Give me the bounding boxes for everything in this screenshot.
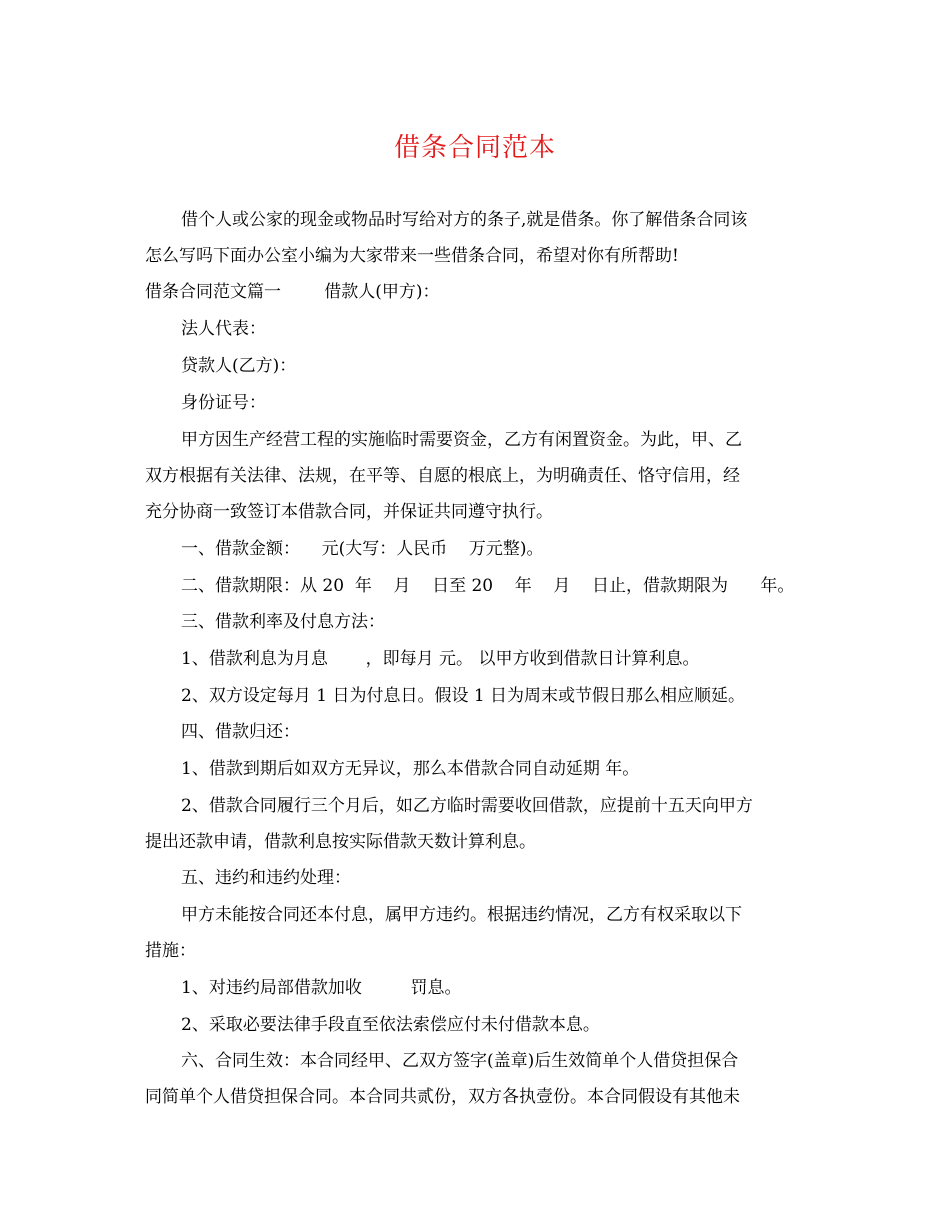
paragraph-line: 充分协商一致签订本借款合同，并保证共同遵守执行。: [145, 502, 553, 522]
paragraph-line: 五、违约和违约处理：: [181, 868, 351, 888]
paragraph-line: 六、合同生效：本合同经甲、乙双方签字(盖章)后生效简单个人借贷担保合: [181, 1051, 739, 1071]
paragraph-line: 甲方未能按合同还本付息，属甲方违约。根据违约情况，乙方有权采取以下: [181, 905, 742, 925]
paragraph-line: 二、借款期限：从 20 年 月 日至 20 年 月 日止，借款期限为 年。: [181, 576, 795, 596]
paragraph-line: 借条合同范文篇一 借款人(甲方)：: [145, 282, 440, 302]
paragraph-line: 同简单个人借贷担保合同。本合同共贰份，双方各执壹份。本合同假设有其他未: [145, 1087, 740, 1107]
paragraph-line: 1、对违约局部借款加收 罚息。: [181, 978, 462, 998]
paragraph-line: 一、借款金额： 元(大写：人民币 万元整)。: [181, 539, 544, 559]
paragraph-line: 2、双方设定每月 1 日为付息日。假设 1 日为周末或节假日那么相应顺延。: [181, 686, 746, 706]
paragraph-line: 提出还款申请，借款利息按实际借款天数计算利息。: [145, 832, 536, 852]
paragraph-line: 借个人或公家的现金或物品时写给对方的条子,就是借条。你了解借条合同该: [181, 210, 748, 230]
paragraph-line: 1、借款到期后如双方无异议，那么本借款合同自动延期 年。: [181, 759, 640, 779]
paragraph-line: 四、借款归还：: [181, 722, 300, 742]
paragraph-line: 身份证号：: [181, 393, 266, 413]
paragraph-line: 2、采取必要法律手段直至依法索偿应付未付借款本息。: [181, 1015, 600, 1035]
document-title: 借条合同范本: [393, 133, 556, 163]
paragraph-line: 贷款人(乙方)：: [181, 356, 297, 376]
paragraph-line: 2、借款合同履行三个月后，如乙方临时需要收回借款，应提前十五天向甲方: [181, 796, 753, 816]
paragraph-line: 措施：: [145, 941, 196, 961]
paragraph-line: 法人代表：: [181, 319, 266, 339]
paragraph-line: 甲方因生产经营工程的实施临时需要资金，乙方有闲置资金。为此，甲、乙: [181, 430, 742, 450]
paragraph-line: 双方根据有关法律、法规，在平等、自愿的根底上，为明确责任、恪守信用，经: [145, 466, 740, 486]
paragraph-line: 1、借款利息为月息 ，即每月 元。 以甲方收到借款日计算利息。: [181, 649, 700, 669]
paragraph-line: 三、借款利率及付息方法：: [181, 612, 385, 632]
paragraph-line: 怎么写吗下面办公室小编为大家带来一些借条合同，希望对你有所帮助!: [145, 246, 679, 266]
